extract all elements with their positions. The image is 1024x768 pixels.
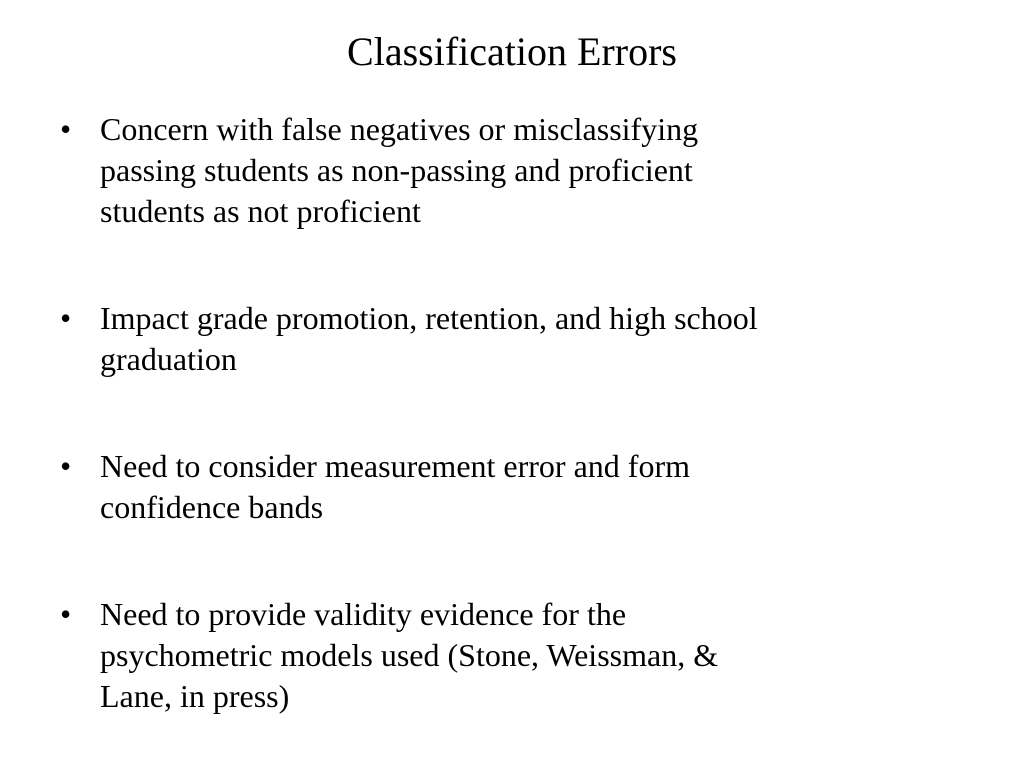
slide-title: Classification Errors — [347, 29, 677, 74]
bullet-item-3 — [0, 446, 1024, 528]
bullet-list — [0, 109, 1024, 717]
bullet-text-line: Need to consider measurement error and form — [100, 448, 690, 484]
bullet-text-line: confidence bands — [100, 489, 324, 525]
bullet-text-line: passing students as non-passing and proficient — [100, 152, 693, 188]
bullet-text-line: psychometric models used (Stone, Weissman, & — [100, 637, 719, 673]
bullet-text-line: Need to provide validity evidence for the — [100, 596, 627, 632]
bullet-item-4 — [0, 594, 1024, 717]
bullet-icon: • — [60, 300, 72, 336]
bullet-item-1 — [0, 109, 1024, 232]
bullet-icon: • — [60, 448, 72, 484]
bullet-icon: • — [60, 596, 72, 632]
bullet-text-line: graduation — [100, 341, 237, 377]
bullet-text-line: Lane, in press) — [100, 678, 290, 714]
bullet-text-line: students as not proficient — [100, 193, 421, 229]
bullet-text-line: Impact grade promotion, retention, and high school — [100, 300, 758, 336]
bullet-item-2 — [0, 298, 1024, 380]
bullet-text-line: Concern with false negatives or misclassifying — [100, 111, 699, 147]
bullet-icon: • — [60, 111, 72, 147]
